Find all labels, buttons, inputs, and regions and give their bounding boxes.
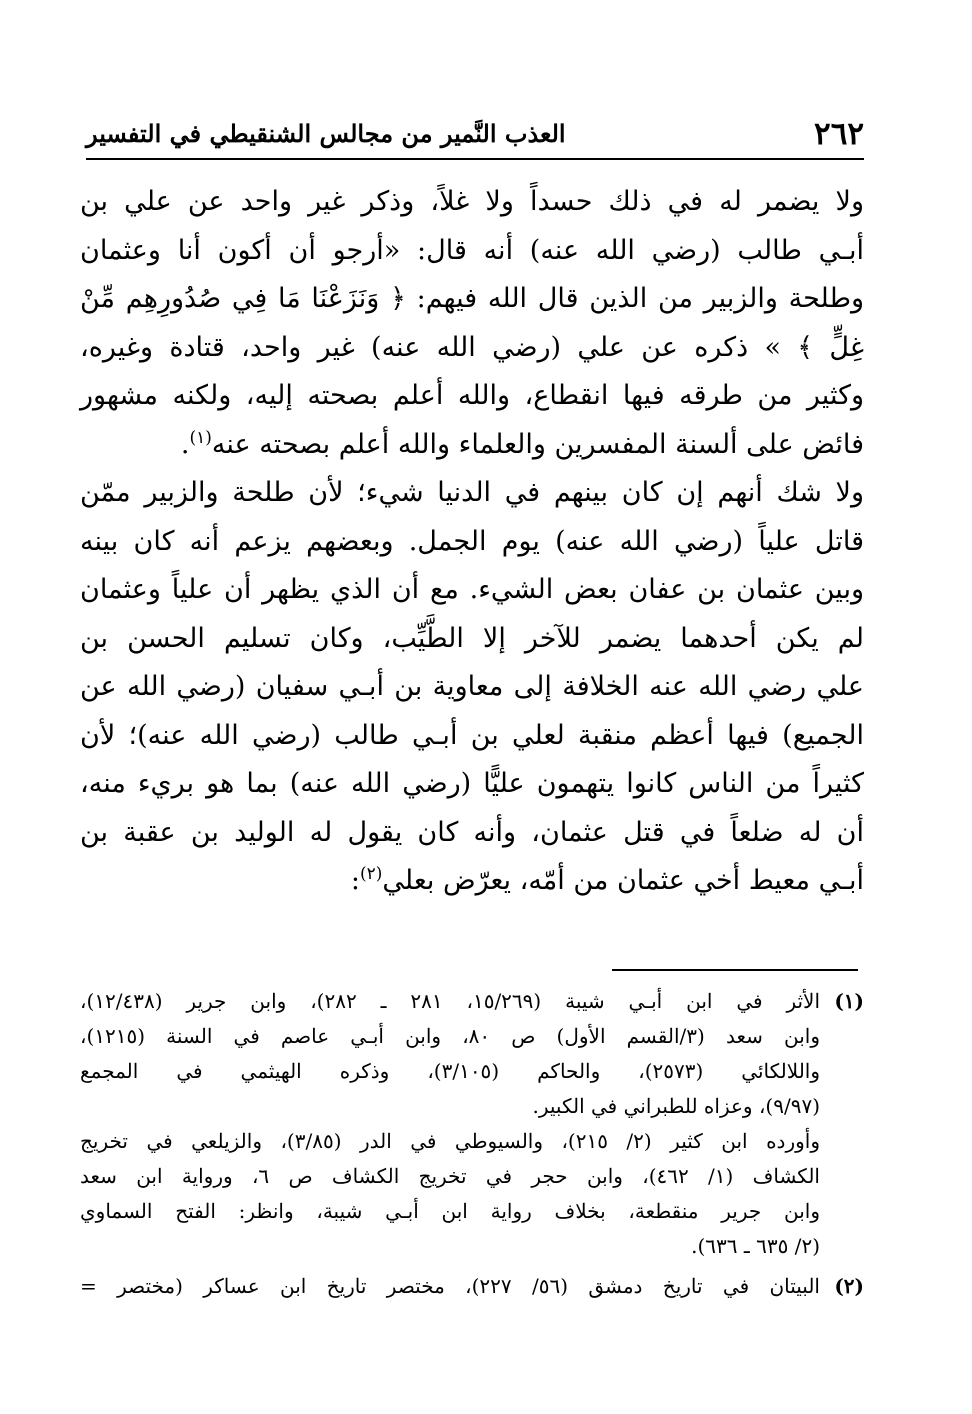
page-number: ٢٦٢ [814,116,864,152]
text-line: ولا شك أنهم إن كان بينهم في الدنيا شيء؛ لأن طلحة والزبير ممّن [80,477,864,508]
text-line: أن له ضلعاً في قتل عثمان، وأنه كان يقول له الوليد بن عقبة بن [80,816,864,848]
text-line: كثيراً من الناس كانوا يتهمون عليًّا (رضي الله عنه) بما هو بريء منه، [80,768,864,799]
footnote-line: البيتان في تاريخ دمشق (٥٦/ ٢٢٧)، مختصر تاريخ ابن عساكر (مختصر = [80,1274,820,1298]
footnote-ref-1[interactable]: (١) [189,427,212,448]
text-line: الجميع) فيها أعظم منقبة لعلي بن أبـي طالب (رضي الله عنه)؛ لأن [80,719,864,751]
text-line: أبـي طالب (رضي الله عنه) أنه قال: «أرجو أن أكون أنا وعثمان [80,234,865,266]
text-span: فائض على ألسنة المفسرين والعلماء والله أعلم بصحته عنه [211,428,864,460]
footnote-line: (٢/ ٦٣٥ ـ ٦٣٦). [691,1234,820,1258]
text-span: أبـي معيط أخي عثمان من أمّه، يعرّض بعلي [382,865,864,896]
footnote-line: الكشاف (١/ ٤٦٢)، وابن حجر في تخريج الكشاف ص ٦، ورواية ابن سعد [80,1164,820,1188]
footnote-separator [612,969,858,971]
running-title: العذب النَّمير من مجالس الشنقيطي في التفسير [86,119,566,148]
footnote-line: واللالكائي (٢٥٧٣)، والحاكم (٣/١٠٥)، وذكره الهيثمي في المجمع [80,1059,820,1083]
footnote-ref-2[interactable]: (٢) [359,864,383,884]
text-line: وبين عثمان بن عفان بعض الشيء. مع أن الذي يظهر أن علياً وعثمان [80,574,864,605]
footnotes [80,984,864,1304]
footnote-1 [80,984,864,1264]
footnote-line: (٩/٩٧)، وعزاه للطبراني في الكبير. [532,1094,820,1118]
text-line: ولا يضمر له في ذلك حسداً ولا غلاً، وذكر غير واحد عن علي بن [80,186,864,217]
header-rule [86,158,864,160]
footnote-number: (٢) [834,1274,864,1298]
main-text [80,178,864,906]
footnote-number: (١) [834,989,864,1013]
footnote-2 [80,1269,864,1304]
colon: : [350,865,360,896]
text-line-quran-verse: وطلحة والزبير من الذين قال الله فيهم: ﴿ وَنَزَعْنَا مَا فِي صُدُورِهِم مِّنْ [80,283,864,314]
footnote-line: الأثر في ابن أبـي شيبة (١٥/٢٦٩، ٢٨١ ـ ٢٨٢)، وابن جرير (١٢/٤٣٨)، [80,989,821,1013]
text-line: لم يكن أحدهما يضمر للآخر إلا الطَّيِّب، وكان تسليم الحسن بن [80,622,864,654]
footnote-line: وابن سعد (٣/القسم الأول) ص ٨٠، وابن أبـي عاصم في السنة (١٢١٥)، [80,1024,820,1048]
footnote-line: وابن جرير منقطعة، بخلاف رواية ابن أبـي شيبة، وانظر: الفتح السماوي [80,1199,820,1223]
text-line: وكثير من طرقه فيها انقطاع، والله أعلم بصحته إليه، ولكنه مشهور [80,380,864,411]
footnote-line: وأورده ابن كثير (٢/ ٢١٥)، والسيوطي في الدر (٣/٨٥)، والزيلعي في تخريج [80,1129,820,1153]
text-line: غِلٍّ ﴾ » ذكره عن علي (رضي الله عنه) غير واحد، قتادة وغيره، [80,331,864,363]
text-line [80,857,864,906]
text-line: فائض على ألسنة المفسرين والعلماء والله أعلم بصحته عنه$^{(١)}$. [180,427,864,460]
text-line: علي رضي الله عنه الخلافة إلى معاوية بن أبـي سفيان (رضي الله عن [80,671,864,702]
text-line: قاتل علياً (رضي الله عنه) يوم الجمل. وبعضهم يزعم أنه كان بينه [80,525,864,557]
page-header [86,112,864,158]
